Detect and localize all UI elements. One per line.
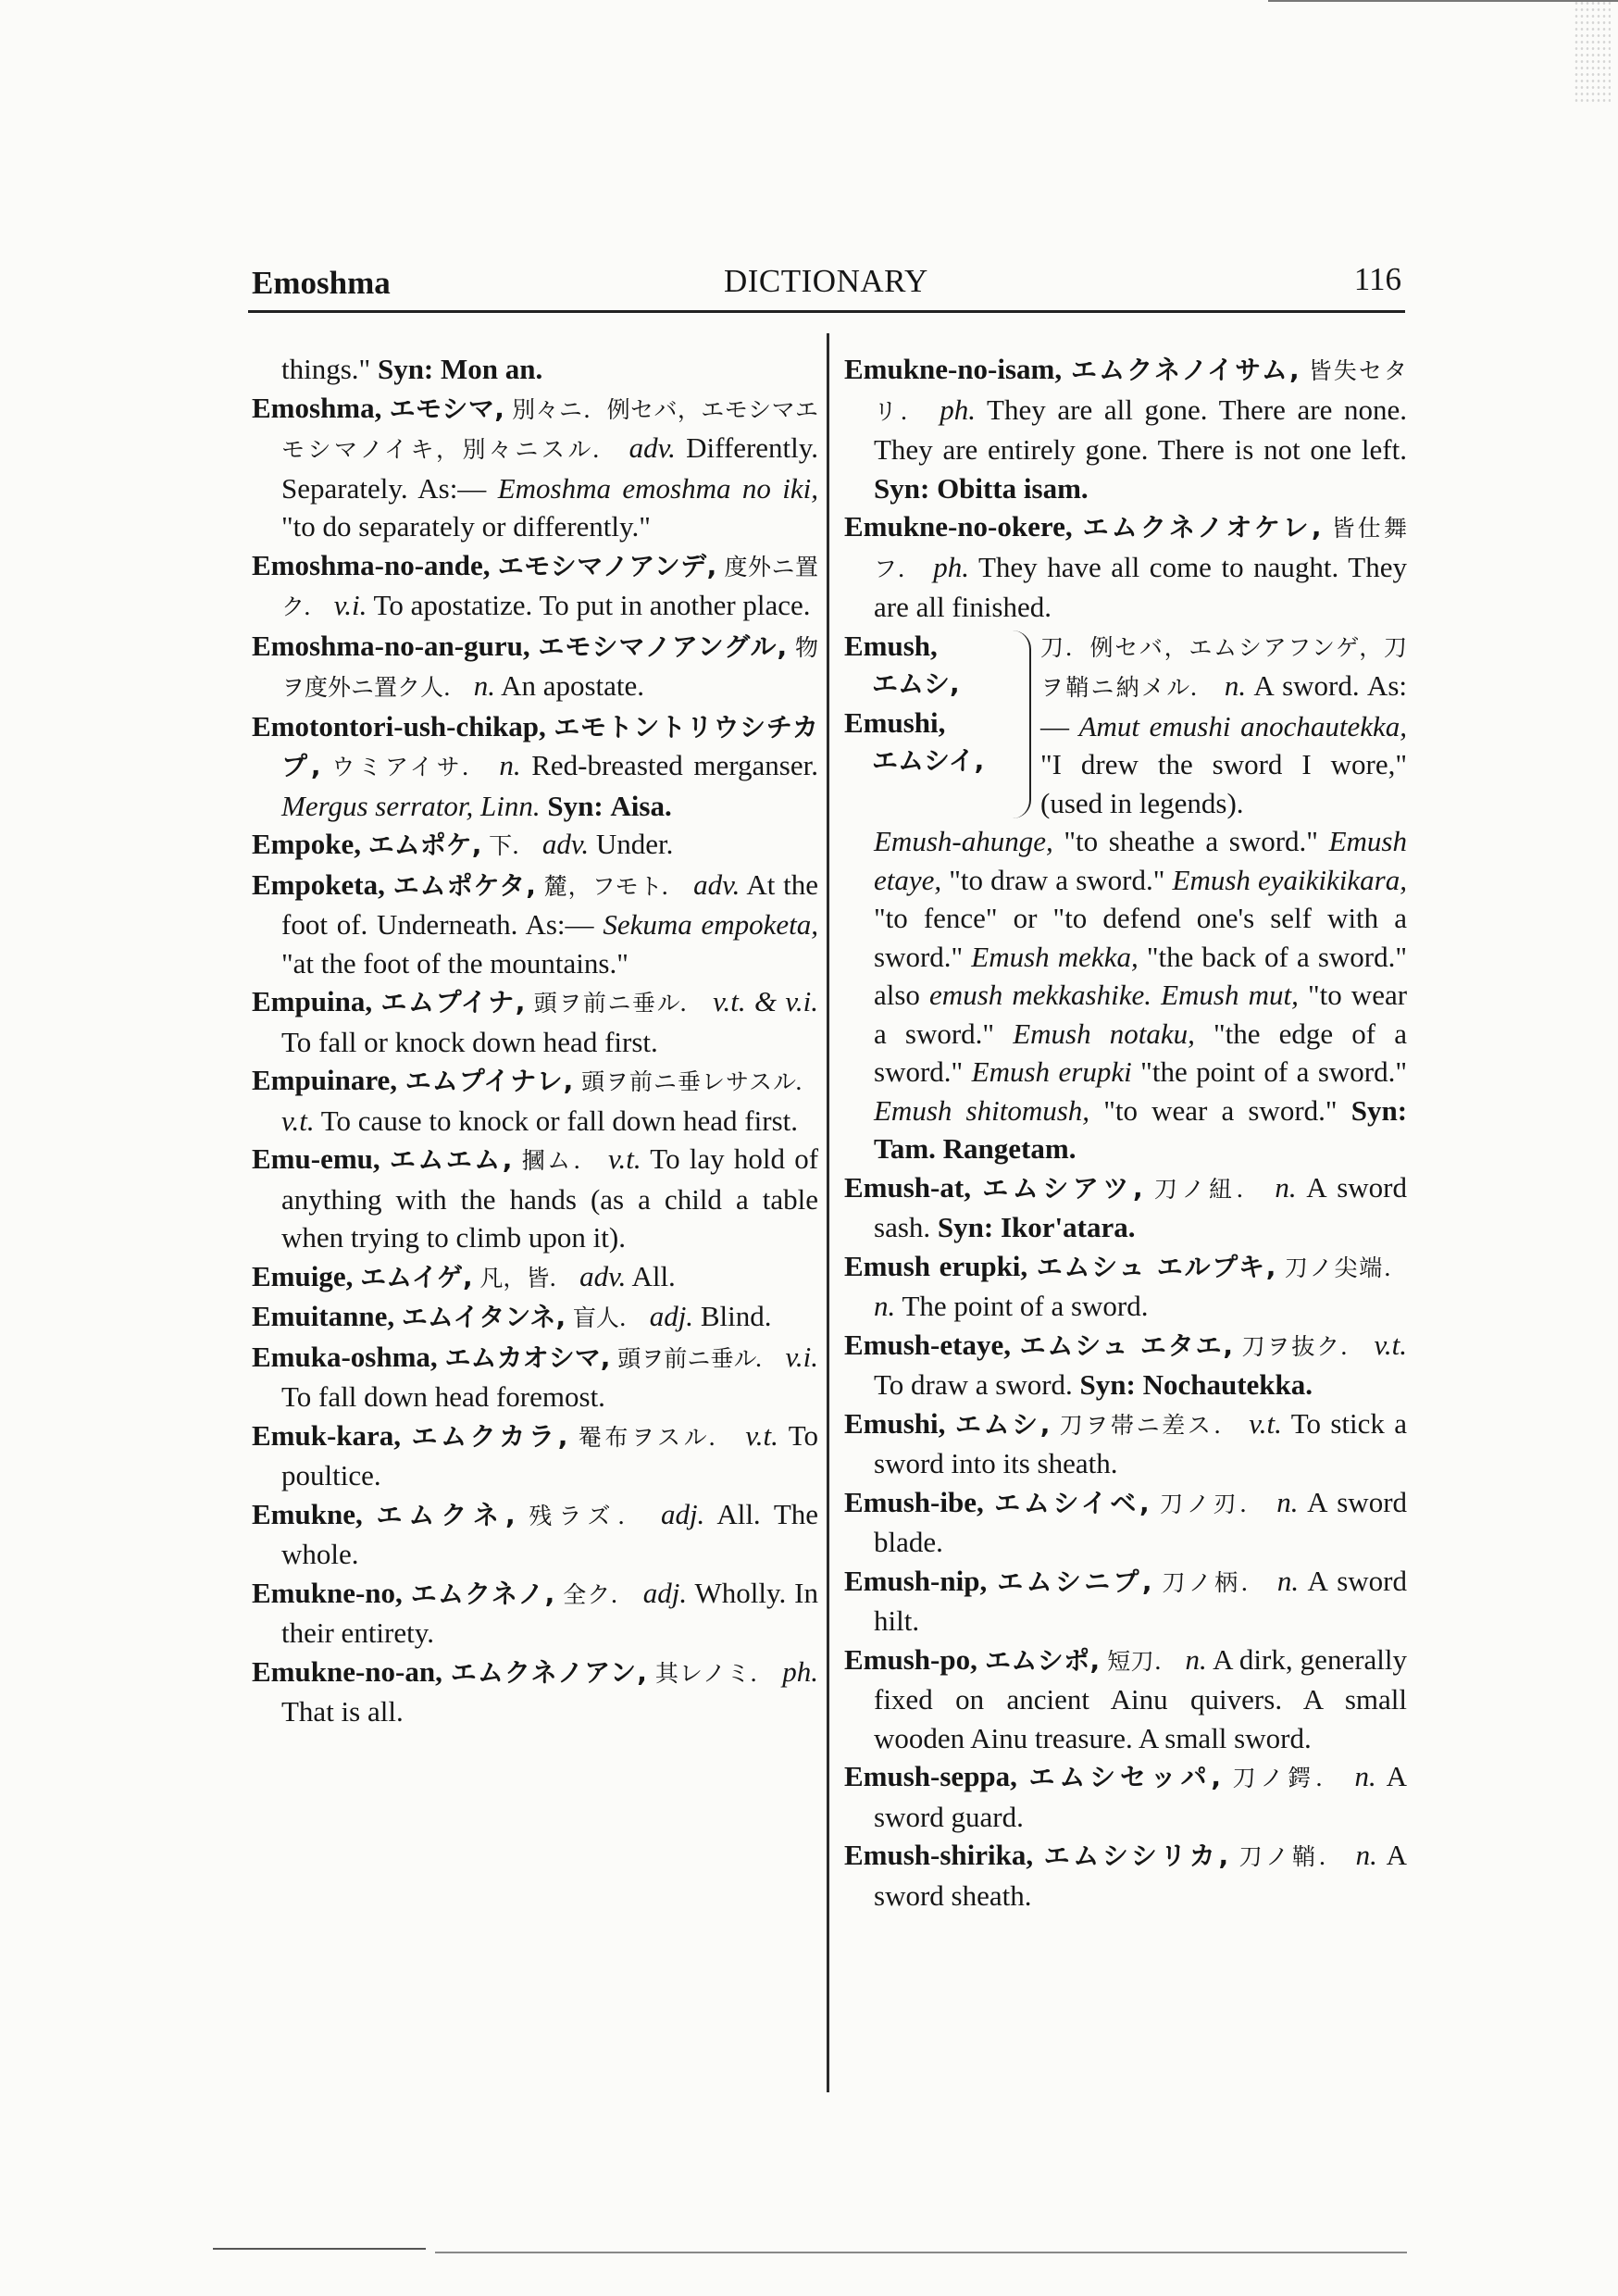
definition: A sword blade.	[874, 1485, 1408, 1558]
entry	[252, 627, 818, 707]
entry	[844, 1326, 1407, 1404]
katakana: エモトントリウシチカプ,	[281, 711, 818, 781]
part-of-speech: v.t.	[281, 1104, 315, 1137]
page-title: DICTIONARY	[724, 263, 928, 299]
japanese-gloss: 刀ノ鞘．	[1238, 1843, 1346, 1870]
japanese-gloss: 物ヲ度外ニ置ク人．	[281, 633, 819, 701]
page-number: 116	[1353, 261, 1401, 297]
part-of-speech: n.	[1276, 1485, 1299, 1518]
synonym-label: Syn:	[377, 353, 434, 385]
japanese-gloss: 刀ノ柄．	[1162, 1568, 1267, 1596]
japanese-gloss: 全ク．	[563, 1580, 635, 1608]
katakana: エムシポ,	[984, 1644, 1101, 1676]
headword: Empoketa,	[252, 867, 385, 901]
definition: To lay hold of anything with the hands (as a child a table when trying to climb upon it).	[281, 1142, 819, 1254]
definition: A sword. As:—	[1040, 669, 1407, 742]
headword: Emukne-no-okere,	[844, 510, 1073, 543]
japanese-gloss: 度外ニ置ク．	[281, 553, 818, 620]
katakana: エムイゲ,	[360, 1261, 473, 1292]
right-column	[844, 350, 1407, 1915]
japanese-gloss: ウミアイサ．	[331, 754, 489, 780]
translation: "I drew the sword I wore," (used in legends).	[1040, 748, 1407, 819]
headword: Emush-nip,	[844, 1564, 988, 1597]
katakana: エムシイ,	[872, 745, 985, 776]
part-of-speech: v.t.	[608, 1142, 641, 1175]
japanese-gloss: 刀ノ尖端．	[1284, 1254, 1407, 1281]
katakana: エムシイベ,	[994, 1487, 1150, 1518]
japanese-gloss: 刀ヲ帯ニ差ス．	[1059, 1411, 1239, 1439]
entry	[844, 1168, 1407, 1247]
headword: Emush-shirika,	[844, 1839, 1034, 1871]
part-of-speech: v.t. & v.i.	[713, 985, 818, 1017]
definition: To cause to knock or fall down head first.	[320, 1104, 798, 1137]
part-of-speech: adj.	[642, 1576, 688, 1609]
headword: Emush-seppa,	[844, 1760, 1017, 1792]
katakana: エムクネノオケレ,	[1082, 512, 1322, 543]
japanese-gloss: 皆失セタリ．	[874, 357, 1407, 425]
entry-continuation	[844, 822, 1407, 1168]
japanese-gloss: 盲人．	[572, 1304, 642, 1331]
definition: They are all gone. There are none. They are entirely gone. There is not one left.	[874, 393, 1408, 466]
katakana: エムシニプ,	[997, 1566, 1152, 1597]
part-of-speech: n.	[473, 669, 496, 702]
headword: Emush erupki,	[844, 1249, 1028, 1282]
example: Sekuma empoketa,	[603, 908, 819, 941]
headword: Emushi,	[844, 1406, 946, 1440]
japanese-gloss: 刀ノ刃．	[1160, 1490, 1266, 1517]
japanese-gloss: 頭ヲ前ニ垂ル．	[617, 1344, 778, 1372]
scan-speckles	[1574, 0, 1611, 102]
running-header	[252, 257, 1407, 304]
definition: To apostatize. To put in another place.	[373, 589, 811, 621]
headword: Emuka-oshma,	[252, 1340, 438, 1373]
guide-word: Emoshma	[252, 265, 391, 301]
katakana: エムシ,	[954, 1408, 1051, 1440]
part-of-speech: adv.	[541, 828, 590, 860]
headword: Empuina,	[252, 985, 373, 1017]
synonym: Tam. Rangetam.	[874, 1132, 1077, 1165]
katakana: エムシュ エタエ,	[1019, 1329, 1234, 1361]
katakana: エムクネノアン,	[450, 1656, 647, 1688]
definition: Red-breasted merganser.	[531, 749, 818, 781]
katakana: エムイタンネ,	[401, 1302, 566, 1332]
entry	[844, 507, 1407, 627]
part-of-speech: n.	[1276, 1564, 1300, 1597]
japanese-gloss: 皆仕舞フ．	[874, 515, 1407, 582]
definition: Under.	[595, 828, 674, 860]
japanese-gloss: 其レノミ．	[654, 1659, 775, 1687]
definition: A sword sheath.	[874, 1839, 1408, 1912]
definition: To fall down head foremost.	[281, 1380, 605, 1413]
entry	[844, 1247, 1407, 1326]
definition: To draw a sword.	[874, 1368, 1073, 1401]
headword: Emoshma-no-an-guru,	[252, 629, 530, 662]
katakana: エムクカラ,	[411, 1420, 568, 1452]
headword: Emoshma,	[252, 391, 382, 424]
part-of-speech: v.i.	[333, 589, 367, 621]
synonym-label: Syn:	[1350, 1093, 1408, 1127]
example: Emush-ahunge,	[874, 825, 1053, 857]
headword: Emukne-no-isam,	[844, 353, 1063, 385]
left-column	[252, 350, 818, 1731]
header-rule	[248, 310, 1405, 313]
translation: "the edge of a sword."	[874, 1017, 1408, 1088]
part-of-speech: adj.	[649, 1300, 694, 1332]
definition: All.	[631, 1259, 676, 1292]
japanese-gloss: 残ラズ．	[529, 1502, 648, 1529]
headword: Emukne-no,	[252, 1576, 403, 1609]
column-divider	[827, 333, 829, 2092]
definition: To stick a sword into its sheath.	[874, 1406, 1408, 1479]
headword: Emush-po,	[844, 1642, 977, 1676]
japanese-gloss: 罨布ヲスル．	[578, 1423, 735, 1451]
katakana: エムクネノイサム,	[1071, 355, 1300, 385]
synonym: Aisa.	[610, 789, 672, 822]
brace	[1011, 630, 1031, 819]
headword: Emushi,	[844, 705, 946, 739]
definition: A sword sash.	[874, 1170, 1407, 1243]
katakana: エムポケ,	[367, 830, 482, 860]
example: Emoshma emoshma no iki,	[497, 471, 819, 505]
group-definition	[1040, 627, 1407, 823]
katakana: エモシマ,	[389, 393, 504, 424]
headword: Emotontori-ush-chikap,	[252, 709, 546, 742]
headword: Emush-at,	[844, 1170, 971, 1204]
entry	[252, 866, 818, 983]
part-of-speech: n.	[1185, 1642, 1207, 1676]
example: Emush erupki	[971, 1055, 1132, 1088]
headword: Emush,	[844, 629, 938, 662]
part-of-speech: n.	[1224, 669, 1247, 702]
part-of-speech: adv.	[579, 1259, 627, 1292]
part-of-speech: v.i.	[785, 1340, 819, 1373]
katakana: エモシマノアングル,	[538, 630, 788, 662]
synonym-label: Syn:	[937, 1211, 994, 1243]
entry	[252, 1140, 818, 1257]
japanese-gloss: 摑ム．	[521, 1147, 599, 1174]
entry	[844, 1641, 1407, 1758]
entry	[252, 1416, 818, 1495]
definition: An apostate.	[501, 669, 645, 702]
part-of-speech: n.	[1355, 1839, 1377, 1871]
japanese-gloss: 下．	[489, 832, 536, 859]
headword: Emuk-kara,	[252, 1418, 402, 1452]
example: Emush mut,	[1161, 979, 1299, 1011]
katakana: エムエム,	[389, 1144, 513, 1175]
definition: They have all come to naught. They are all finished.	[874, 550, 1407, 623]
headword: Emukne-no-an,	[252, 1654, 442, 1688]
part-of-speech: adv.	[693, 867, 741, 901]
entry	[252, 825, 818, 866]
definition: Wholly. In their entirety.	[281, 1576, 819, 1649]
entry	[844, 1836, 1407, 1915]
definition: A sword guard.	[874, 1760, 1408, 1833]
katakana: エムシアツ,	[982, 1172, 1143, 1204]
headword: Emuige,	[252, 1259, 354, 1292]
entry	[252, 1297, 818, 1338]
japanese-gloss: 頭ヲ前ニ垂ル．	[533, 990, 704, 1017]
translation: "to wear a sword."	[874, 979, 1408, 1050]
entry-text: things."	[281, 353, 371, 385]
definition: All. The whole.	[281, 1497, 819, 1570]
katakana: エムシュ エルプキ,	[1036, 1251, 1276, 1282]
japanese-gloss: 刀ノ鍔．	[1232, 1765, 1343, 1791]
definition: That is all.	[281, 1695, 404, 1728]
headword: Empuinare,	[252, 1064, 398, 1096]
entry	[252, 1061, 818, 1140]
katakana: エムクネ,	[376, 1499, 516, 1530]
example: Emush etaye,	[874, 825, 1407, 896]
part-of-speech: ph.	[933, 550, 969, 583]
synonym-label: Syn:	[874, 471, 930, 505]
synonym: Obitta isam.	[937, 471, 1089, 505]
part-of-speech: ph.	[782, 1654, 819, 1688]
part-of-speech: n.	[1275, 1170, 1297, 1204]
example: Emush eyaikikikara,	[1172, 863, 1407, 896]
katakana: エムプイナ,	[380, 987, 526, 1017]
example: Emush mekka,	[971, 940, 1139, 973]
definition: Differently. Separately. As:—	[281, 431, 819, 505]
headword: Emukne,	[252, 1497, 363, 1530]
definition: Blind.	[700, 1300, 772, 1332]
entry	[252, 707, 818, 826]
translation: "at the foot of the mountains."	[281, 946, 629, 980]
scientific-name: Mergus serrator, Linn.	[281, 789, 541, 822]
example: Emush notaku,	[1013, 1017, 1195, 1050]
part-of-speech: adj.	[660, 1497, 705, 1530]
entry	[252, 546, 818, 627]
part-of-speech: v.t.	[1249, 1406, 1282, 1440]
part-of-speech: adv.	[629, 431, 676, 464]
entry	[252, 1338, 818, 1416]
japanese-gloss: 刀ノ紐．	[1153, 1175, 1264, 1203]
part-of-speech: n.	[874, 1290, 896, 1322]
synonym-label: Syn:	[547, 789, 604, 822]
example: Amut emushi anochautekka,	[1078, 709, 1407, 742]
entry	[252, 1257, 818, 1298]
synonym: Mon an.	[441, 353, 543, 385]
part-of-speech: n.	[499, 749, 521, 781]
katakana: エムカオシマ,	[444, 1341, 611, 1373]
entry	[844, 1562, 1407, 1641]
entry	[252, 1574, 818, 1653]
definition: The point of a sword.	[902, 1290, 1149, 1322]
bottom-scan-line	[435, 2252, 1407, 2253]
entry-group	[844, 627, 1407, 823]
entry	[844, 350, 1407, 507]
entry	[844, 1757, 1407, 1836]
katakana: エムクネノ,	[410, 1578, 555, 1609]
entry	[252, 389, 818, 546]
japanese-gloss: 麓，フモト．	[543, 872, 686, 900]
headword: Emu-emu,	[252, 1142, 380, 1175]
headword: Emuitanne,	[252, 1300, 395, 1332]
entry-continuation	[252, 350, 818, 389]
top-scan-line	[1268, 0, 1618, 2]
entry	[844, 1404, 1407, 1483]
definition: A dirk, generally fixed on ancient Ainu quivers. A small wooden Ainu treasure. A small sword.	[874, 1642, 1408, 1754]
group-headwords	[844, 627, 1011, 823]
part-of-speech: v.t.	[1374, 1328, 1408, 1361]
japanese-gloss: 刀ヲ抜ク．	[1241, 1332, 1365, 1360]
translation: "to fence" or "to defend one's self with a sword."	[874, 902, 1407, 973]
synonym-label: Syn:	[1079, 1368, 1136, 1401]
translation: "the point of a sword."	[1140, 1055, 1408, 1088]
headword: Emoshma-no-ande,	[252, 548, 491, 581]
part-of-speech: v.t.	[745, 1418, 778, 1452]
bottom-scan-line	[213, 2248, 426, 2250]
synonym: Nochautekka.	[1142, 1368, 1313, 1401]
example: emush mekkashike.	[929, 979, 1151, 1011]
definition: To poultice.	[281, 1418, 819, 1491]
katakana: エムシセッパ,	[1028, 1762, 1222, 1792]
entry	[844, 1483, 1407, 1562]
katakana: エモシマノアンデ,	[497, 550, 717, 581]
translation: "to do separately or differently."	[281, 510, 651, 543]
katakana: エムシシリカ,	[1043, 1841, 1229, 1871]
translation: "to sheathe a sword."	[1064, 825, 1318, 857]
katakana: エムポケタ,	[392, 869, 536, 901]
katakana: エムシ,	[872, 668, 960, 699]
definition: A sword hilt.	[874, 1564, 1407, 1637]
japanese-gloss: 別々ニ．例セバ，エモシマエモシマノイキ，別々ニスル．	[281, 395, 819, 463]
translation: "the back of a sword." also	[874, 940, 1408, 1011]
headword: Emush-ibe,	[844, 1485, 984, 1518]
definition: To fall or knock down head first.	[281, 1025, 658, 1058]
part-of-speech: n.	[1354, 1760, 1376, 1792]
synonym: Ikor'atara.	[1000, 1211, 1136, 1243]
entry	[252, 1653, 818, 1731]
definition: At the foot of. Underneath. As:—	[281, 867, 819, 941]
katakana: エムプイナレ,	[404, 1066, 574, 1096]
example: Emush shitomush,	[874, 1093, 1090, 1127]
translation: "to wear a sword."	[1103, 1093, 1338, 1127]
japanese-gloss: 頭ヲ前ニ垂レサスル．	[581, 1068, 818, 1095]
japanese-gloss: 刀．例セバ，エムシアフンゲ，刀ヲ鞘ニ納メル．	[1040, 633, 1407, 701]
entry	[252, 1495, 818, 1574]
translation: "to draw a sword."	[949, 863, 1165, 896]
japanese-gloss: 短刀．	[1107, 1647, 1178, 1675]
entry	[252, 982, 818, 1061]
part-of-speech: ph.	[940, 393, 976, 426]
japanese-gloss: 凡，皆．	[479, 1264, 573, 1292]
headword: Empoke,	[252, 828, 361, 860]
headword: Emush-etaye,	[844, 1328, 1011, 1361]
